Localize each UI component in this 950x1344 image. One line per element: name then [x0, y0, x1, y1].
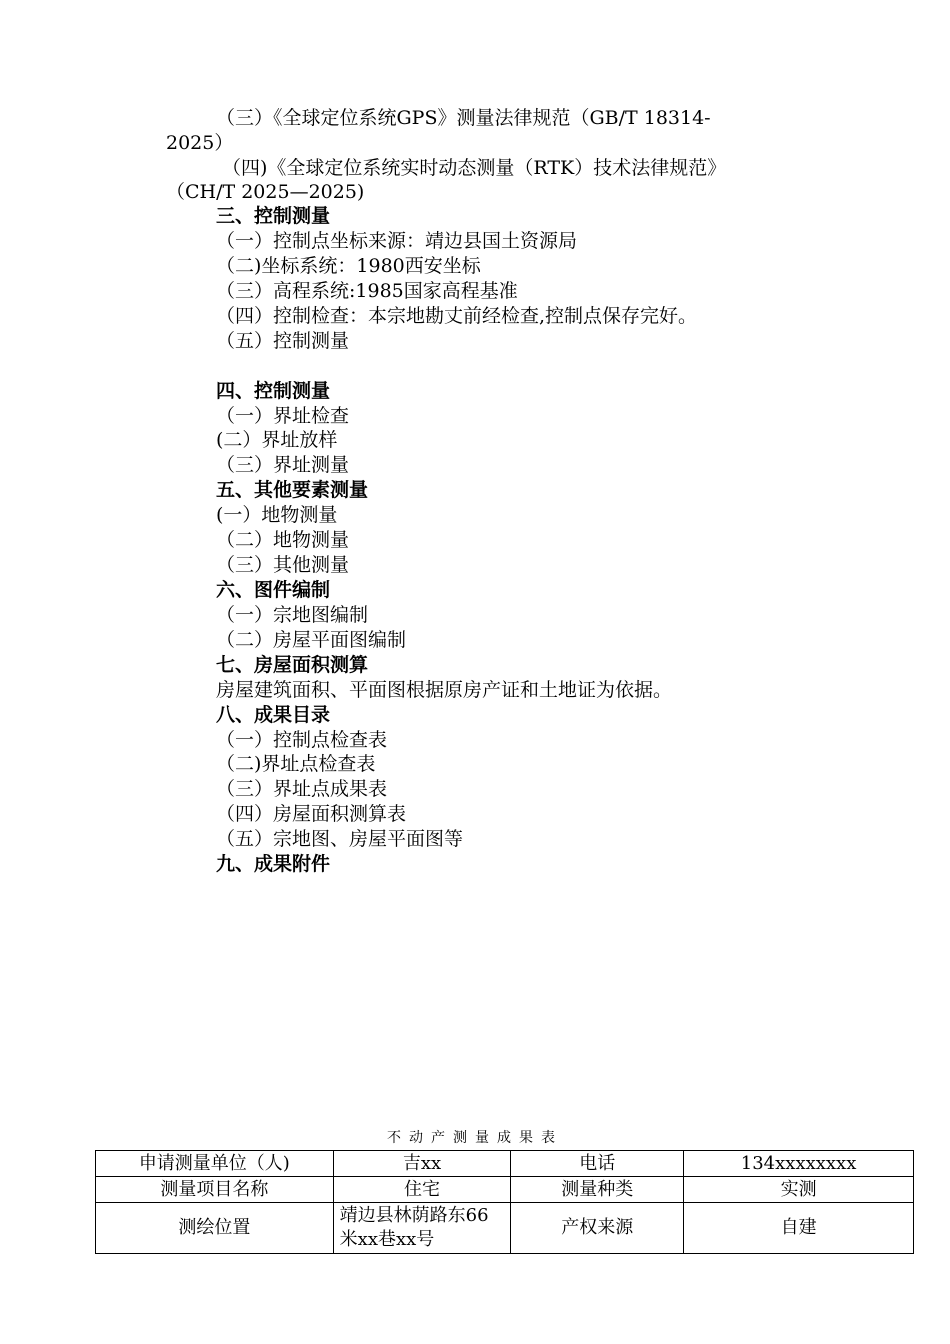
text-line: （四）控制检查：本宗地勘丈前经检查,控制点保存完好。 [216, 305, 698, 327]
text-line: （三）界址测量 [216, 454, 350, 476]
table-cell: 靖边县林荫路东66米xx巷xx号 [333, 1203, 511, 1254]
table-row [96, 1203, 914, 1254]
text-line: （二)界址点检查表 [216, 753, 376, 775]
table-cell: 测量种类 [511, 1177, 684, 1203]
section-heading: 九、成果附件 [216, 853, 331, 875]
table-cell: 测量项目名称 [96, 1177, 334, 1203]
text-line: （五）控制测量 [216, 330, 350, 352]
table-cell: 申请测量单位（人) [96, 1151, 334, 1177]
text-line: （四)《全球定位系统实时动态测量（RTK）技术法律规范》 [222, 157, 727, 179]
table-cell: 产权来源 [511, 1203, 684, 1254]
section-heading: 四、控制测量 [216, 380, 331, 402]
table-cell: 吉xx [333, 1151, 511, 1177]
table-cell: 住宅 [333, 1177, 511, 1203]
section-heading: 五、其他要素测量 [216, 479, 369, 501]
section-heading: 七、房屋面积测算 [216, 654, 369, 676]
text-line: （一）宗地图编制 [216, 604, 369, 626]
text-line: （一）界址检查 [216, 405, 350, 427]
survey-result-table [95, 1150, 914, 1254]
section-heading: 三、控制测量 [216, 205, 331, 227]
section-heading: 八、成果目录 [216, 704, 331, 726]
table-cell: 测绘位置 [96, 1203, 334, 1254]
section-heading: 六、图件编制 [216, 579, 331, 601]
text-line: （三）其他测量 [216, 554, 350, 576]
table-cell: 实测 [684, 1177, 914, 1203]
text-line: （三）高程系统:1985国家高程基准 [216, 280, 518, 302]
table-row [96, 1177, 914, 1203]
table-cell: 134xxxxxxxx [684, 1151, 914, 1177]
table-cell: 电话 [511, 1151, 684, 1177]
text-line: （一）控制点检查表 [216, 729, 388, 751]
text-line: (二）界址放样 [216, 429, 338, 451]
text-line: （二）房屋平面图编制 [216, 629, 407, 651]
text-line: 2025） [166, 132, 234, 154]
text-line: （CH/T 2025—2025) [166, 181, 365, 203]
table-row [96, 1151, 914, 1177]
text-line: （三）《全球定位系统GPS》测量法律规范（GB/T 18314- [216, 107, 711, 129]
text-line: （三）界址点成果表 [216, 778, 388, 800]
text-line: （五）宗地图、房屋平面图等 [216, 828, 464, 850]
text-line: 房屋建筑面积、平面图根据原房产证和土地证为依据。 [216, 679, 673, 701]
text-line: (一）地物测量 [216, 504, 338, 526]
text-line: （四）房屋面积测算表 [216, 803, 407, 825]
text-line: （一）控制点坐标来源：靖边县国土资源局 [216, 230, 578, 252]
table-cell: 自建 [684, 1203, 914, 1254]
table-caption: 不动产测量成果表 [387, 1130, 563, 1146]
text-line: （二）地物测量 [216, 529, 350, 551]
text-line: （二)坐标系统：1980西安坐标 [216, 255, 481, 277]
